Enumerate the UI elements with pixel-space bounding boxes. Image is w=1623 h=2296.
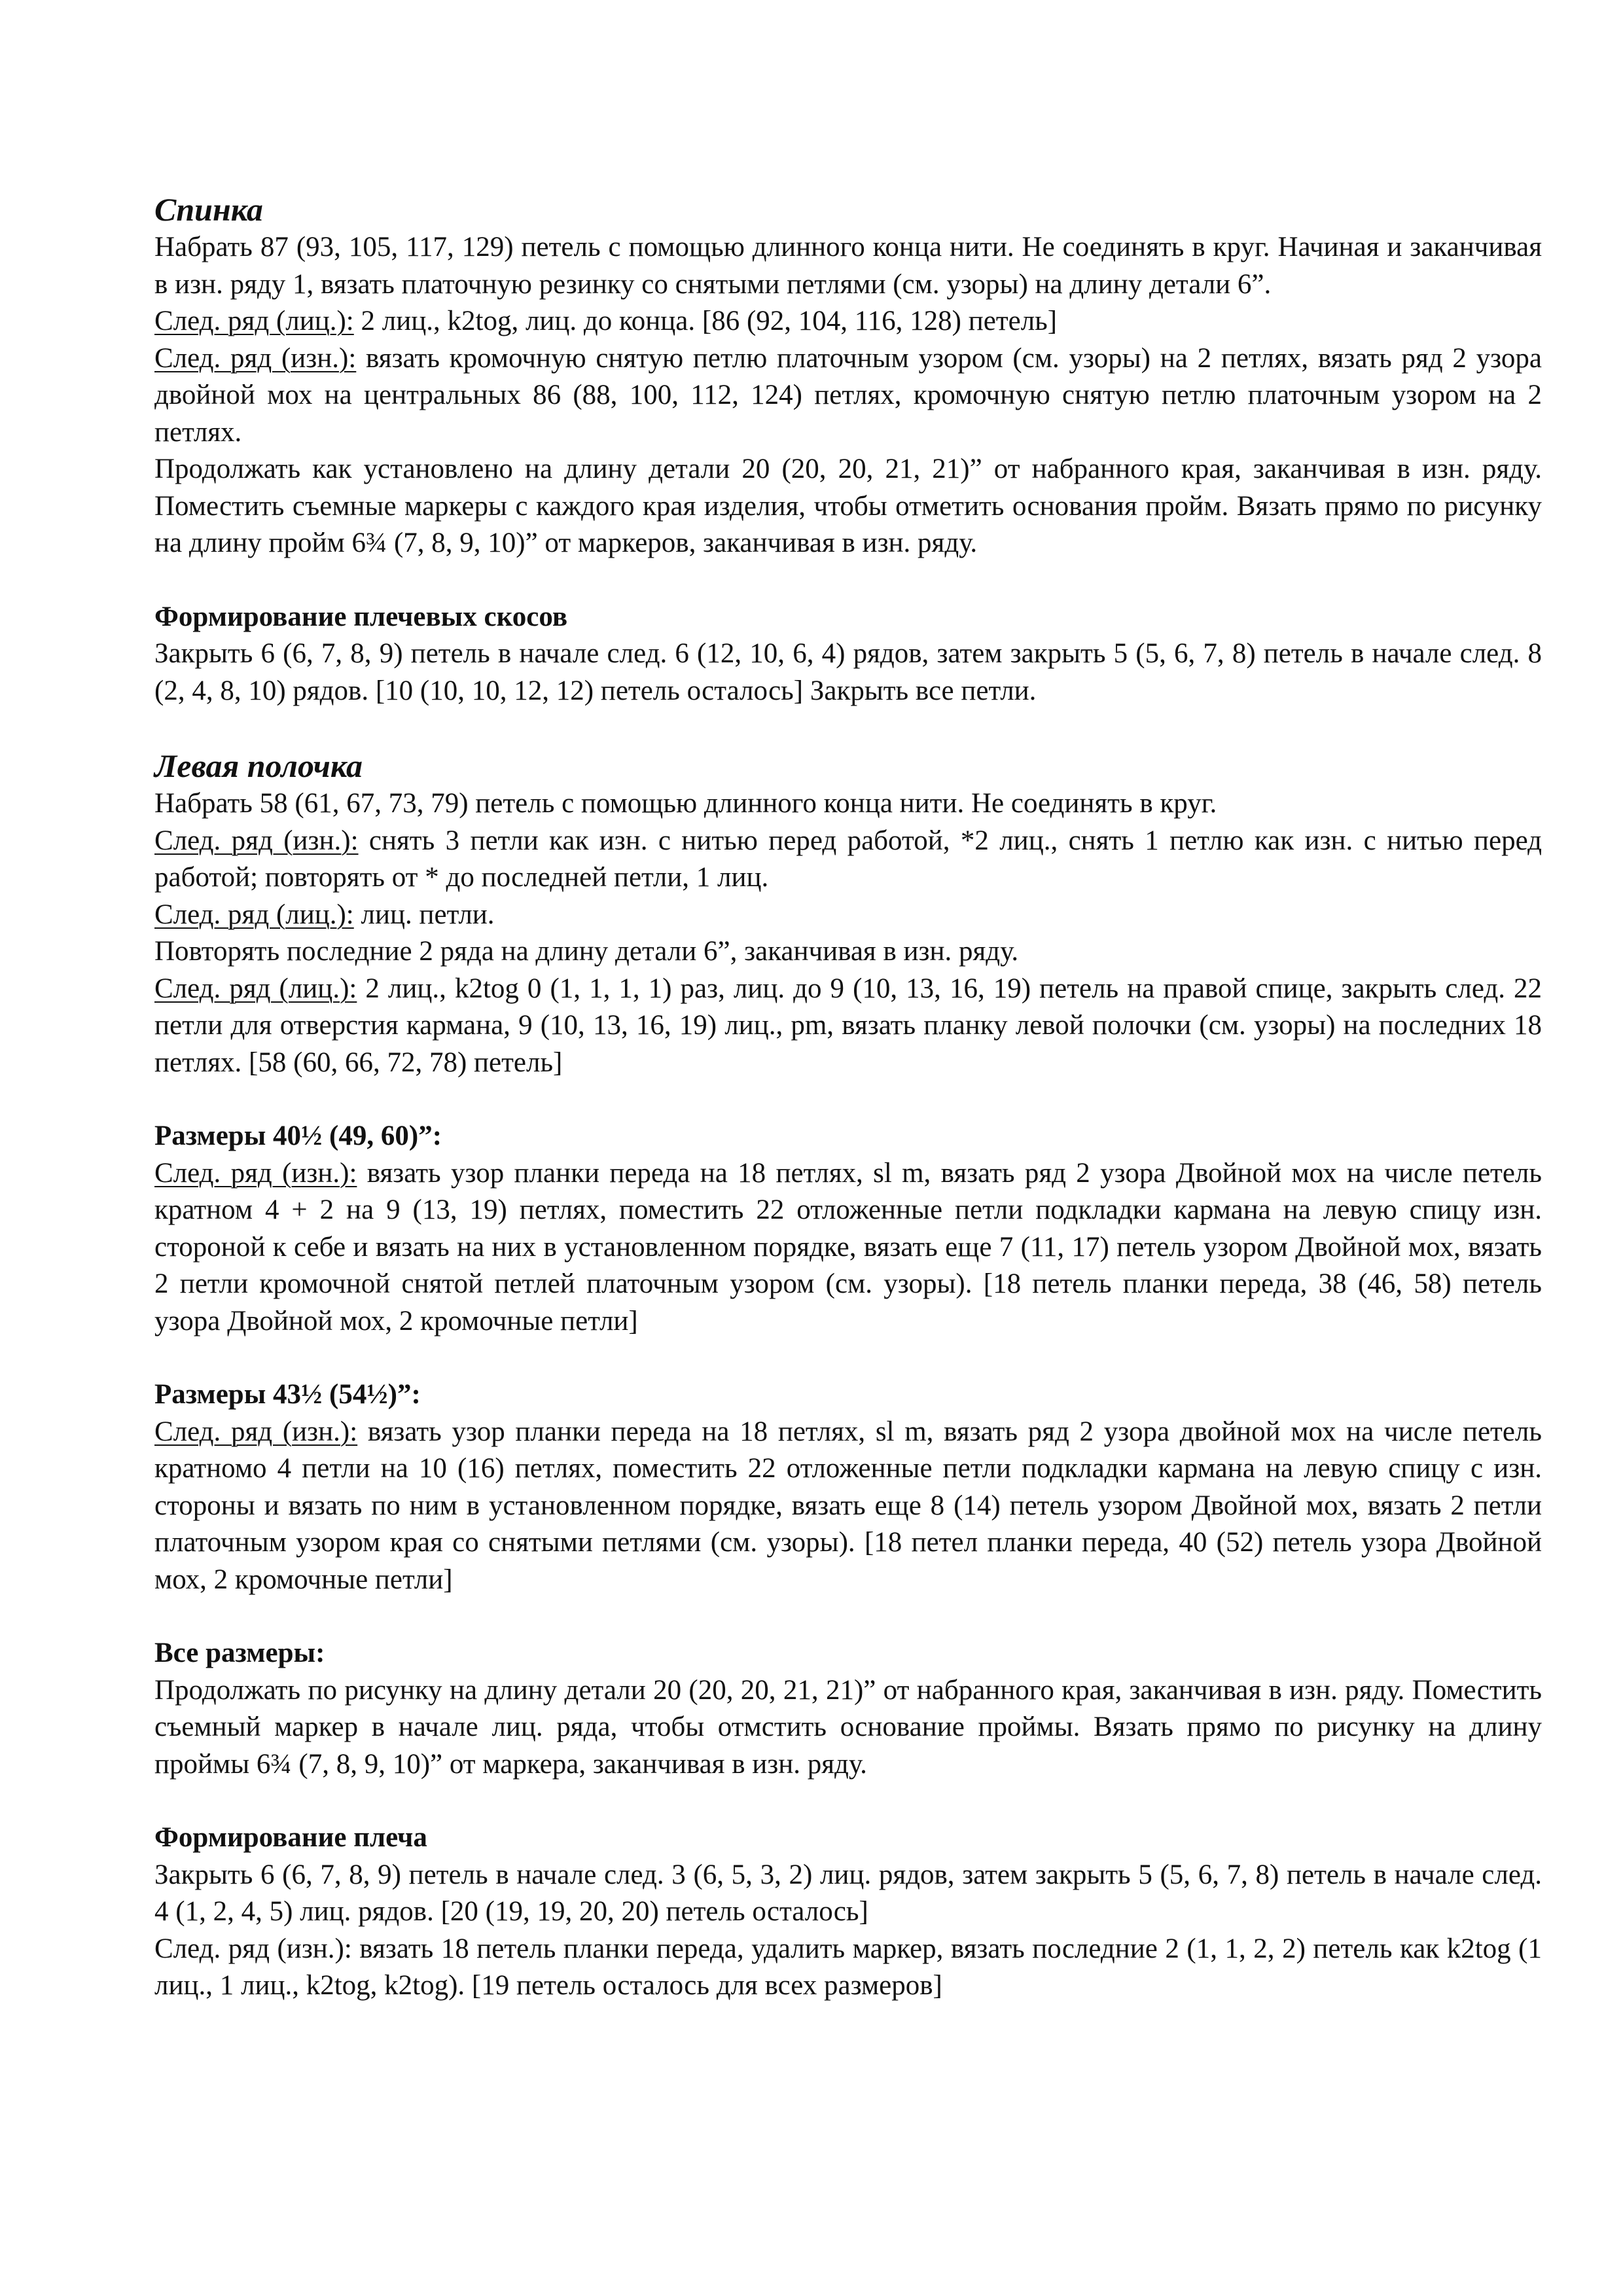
row-label: След. ряд (изн.): — [154, 342, 357, 374]
paragraph-all-sizes: Продолжать по рисунку на длину детали 20 (20, 20, 21, 21)” от набранного края, заканчивая в изн. ряду. Поместить съемный маркер в начале лиц. ряда, чтобы отмстить основание проймы. Вязать прямо по рисунку на длину проймы 6¾ (7, 8, 9, 10)” от маркера, заканчивая в изн. ряду. — [154, 1674, 1542, 1780]
section-title-left-front: Левая полочка — [154, 747, 363, 784]
row-label: След. ряд (изн.): — [154, 1157, 357, 1189]
paragraph-back-next-row-ws — [154, 340, 1542, 452]
row-instruction: 2 лиц., k2tog 0 (1, 1, 1, 1) раз, лиц. до 9 (10, 13, 16, 19) петель на правой спице, закрыть след. 22 петли для отверстия кармана, 9 (10, 13, 16, 19) лиц., pm, вязать планку левой полочки (см. узоры) на последних 18 петлях. [58 (60, 66, 72, 78) петель] — [154, 973, 1543, 1078]
section-title-back: Спинка — [154, 191, 263, 228]
paragraph-left-front-pocket-row — [154, 971, 1542, 1082]
row-label: След. ряд (лиц.): — [154, 899, 354, 930]
row-label: След. ряд (изн.): — [154, 1416, 358, 1447]
row-instruction: вязать узор планки переда на 18 петлях, sl m, вязать ряд 2 узора Двойной мох на числе петель кратном 4 + 2 на 9 (13, 19) петлях, поместить 22 отложенные петли подкладки кармана на левую спицу изн. стороной к себе и вязать на них в установленном порядке, вязать еще 7 (11, 17) петель узором Двойной мох, вязать 2 петли кромочной снятой петлей платочным узором (см. узоры). [18 петель планки переда, 38 (46, 58) петель узора Двойной мох, 2 кромочные петли] — [154, 1157, 1542, 1336]
paragraph-front-shoulder-next-row: След. ряд (изн.): вязать 18 петель планки переда, удалить маркер, вязать последние 2 (1, 1, 2, 2) петель как k2tog (1 лиц., 1 лиц., k2tog, k2tog). [19 петель осталось для всех размеров] — [154, 1933, 1542, 2001]
row-instruction: вязать кромочную снятую петлю платочным узором (см. узоры) на 2 петлях, вязать ряд 2 узора двойной мох на центральных 86 (88, 100, 112, 124) петлях, кромочную снятую петлю платочным узором на 2 петлях. — [154, 342, 1542, 448]
paragraph-left-front-next-row-ws — [154, 823, 1542, 897]
row-instruction: 2 лиц., k2tog, лиц. до конца. [86 (92, 104, 116, 128) петель] — [353, 306, 1058, 336]
paragraph-back-cast-on: Набрать 87 (93, 105, 117, 129) петель с помощью длинного конца нити. Не соединять в круг. Начиная и заканчивая в изн. ряду 1, вязать платочную резинку со снятыми петлями (см. узоры) на длину детали 6”. — [154, 232, 1542, 300]
paragraph-sizes-a — [154, 1155, 1542, 1340]
paragraph-back-continue: Продолжать как установлено на длину детали 20 (20, 20, 21, 21)” от набранного края, заканчивая в изн. ряду. Поместить съемные маркеры с каждого края изделия, чтобы отметить основания пройм. Вязать прямо по рисунку на длину пройм 6¾ (7, 8, 9, 10)” от маркеров, заканчивая в изн. ряду. — [154, 454, 1542, 558]
paragraph-back-next-row-rs — [154, 303, 1542, 340]
heading-sizes-b: Размеры 43½ (54½)”: — [154, 1379, 421, 1410]
row-label: След. ряд (изн.): — [154, 825, 359, 856]
heading-back-shoulder-shaping: Формирование плечевых скосов — [154, 601, 568, 632]
heading-sizes-a: Размеры 40½ (49, 60)”: — [154, 1121, 442, 1151]
row-instruction: вязать узор планки переда на 18 петлях, sl m, вязать ряд 2 узора двойной мох на числе петель кратномо 4 петли на 10 (16) петлях, поместить 22 отложенные петли подкладки кармана на левую спицу с изн. стороны и вязать по ним в установленном порядке, вязать еще 8 (14) петель узором Двойной мох, вязать 2 петли платочным узором края со снятыми петлями (см. узоры). [18 петел планки переда, 40 (52) петель узора Двойной мох, 2 кромочные петли] — [154, 1416, 1542, 1595]
document-page — [154, 190, 1542, 2005]
row-instruction: снять 3 петли как изн. с нитью перед работой, *2 лиц., снять 1 петлю как изн. с нитью перед работой; повторять от * до последней петли, 1 лиц. — [154, 825, 1542, 893]
paragraph-left-front-repeat: Повторять последние 2 ряда на длину детали 6”, заканчивая в изн. ряду. — [154, 936, 1019, 967]
heading-all-sizes: Все размеры: — [154, 1638, 325, 1668]
paragraph-sizes-b — [154, 1414, 1542, 1599]
row-label: След. ряд (лиц.): — [154, 306, 354, 336]
paragraph-back-shoulder: Закрыть 6 (6, 7, 8, 9) петель в начале след. 6 (12, 10, 6, 4) рядов, затем закрыть 5 (5, 6, 7, 8) петель в начале след. 8 (2, 4, 8, 10) рядов. [10 (10, 10, 12, 12) петель осталось] Закрыть все петли. — [154, 638, 1542, 706]
row-label: След. ряд (лиц.): — [154, 973, 357, 1004]
heading-front-shoulder-shaping: Формирование плеча — [154, 1822, 427, 1853]
paragraph-front-shoulder-bind-off: Закрыть 6 (6, 7, 8, 9) петель в начале след. 3 (6, 5, 3, 2) лиц. рядов, затем закрыть 5 (5, 6, 7, 8) петель в начале след. 4 (1, 2, 4, 5) лиц. рядов. [20 (19, 19, 20, 20) петель осталось] — [154, 1859, 1542, 1927]
paragraph-left-front-next-row-rs — [154, 897, 1542, 934]
paragraph-left-front-cast-on: Набрать 58 (61, 67, 73, 79) петель с помощью длинного конца нити. Не соединять в круг. — [154, 788, 1217, 819]
row-instruction: лиц. петли. — [353, 899, 495, 930]
